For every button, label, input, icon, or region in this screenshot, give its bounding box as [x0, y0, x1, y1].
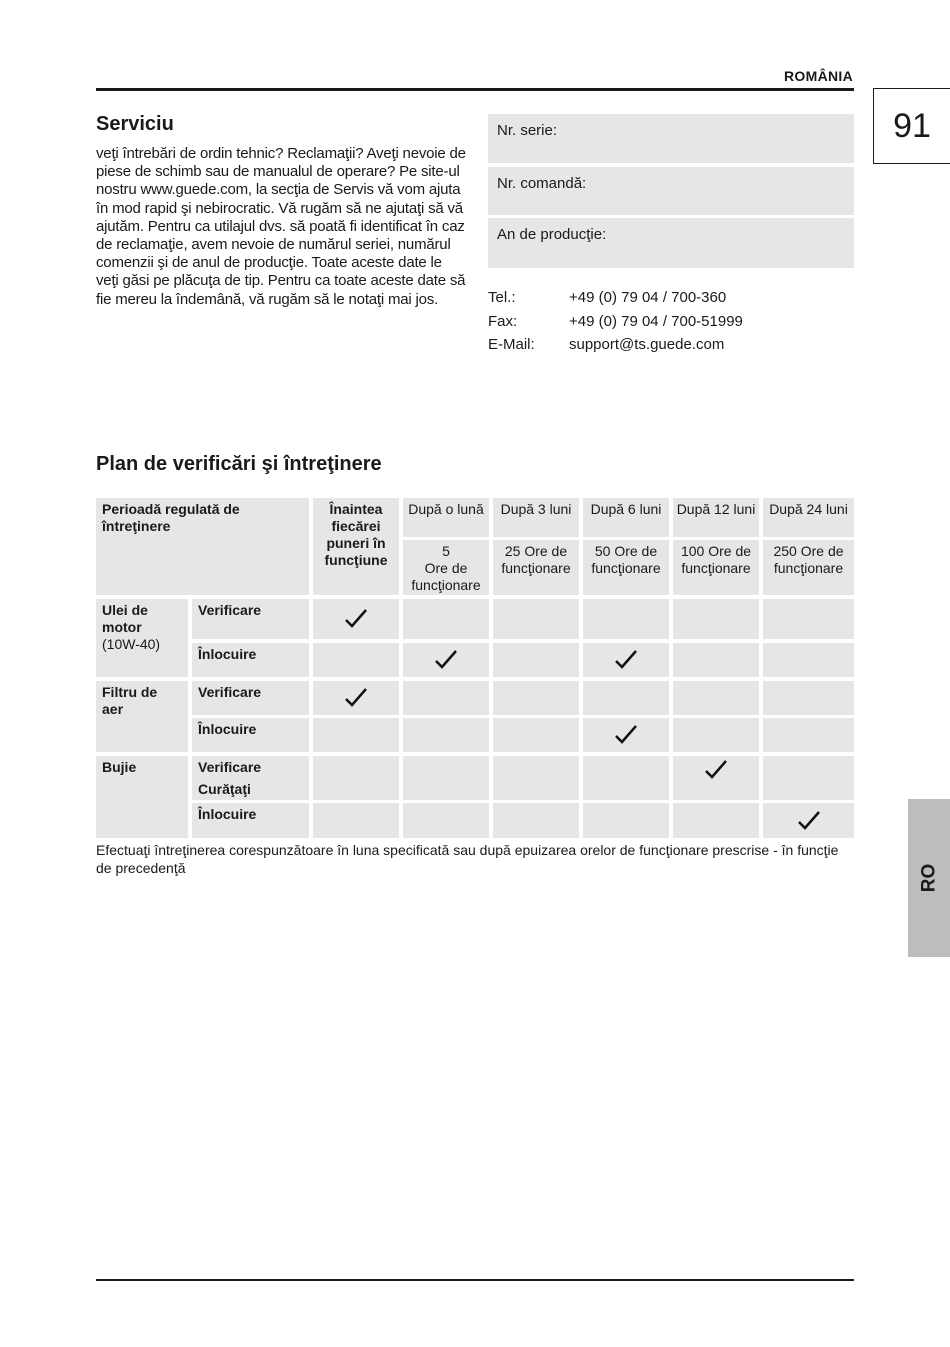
order-number-field: Nr. comandă: [488, 167, 854, 215]
cell-empty [493, 643, 579, 677]
cell-empty [403, 756, 489, 800]
action-oil-check: Verificare [192, 599, 309, 639]
contact-list [488, 289, 743, 360]
checkmark-icon [797, 810, 821, 832]
cell-empty [493, 718, 579, 752]
contact-row-fax [488, 313, 743, 337]
cell-empty [763, 599, 854, 639]
contact-value: +49 (0) 79 04 / 700-51999 [569, 312, 743, 330]
hours-5: 5 Ore de funcţionare [403, 540, 489, 595]
cell-empty [313, 756, 399, 800]
cell-empty [313, 718, 399, 752]
cell-empty [583, 681, 669, 715]
group-engine-oil [96, 599, 188, 677]
hours-100: 100 Ore de funcţionare [673, 540, 759, 595]
action-plug-check: Verificare [198, 759, 262, 775]
maintenance-table [96, 498, 854, 838]
cell-filter-replace-6-months [583, 718, 669, 752]
contact-row-phone [488, 289, 743, 313]
hours-25: 25 Ore de funcţionare [493, 540, 579, 595]
cell-empty [673, 718, 759, 752]
bottom-divider [96, 1279, 854, 1281]
cell-empty [493, 803, 579, 838]
group-sub: (10W-40) [102, 636, 161, 652]
page-number: 91 [873, 88, 950, 164]
contact-label: Fax: [488, 312, 518, 330]
cell-empty [673, 599, 759, 639]
group-spark-plug: Bujie [96, 756, 188, 838]
cell-empty [763, 643, 854, 677]
language-side-tab [908, 799, 950, 957]
cell-plug-replace-24-months [763, 803, 854, 838]
cell-empty [403, 718, 489, 752]
hours-50: 50 Ore de funcţionare [583, 540, 669, 595]
cell-empty [763, 756, 854, 800]
action-plug-replace: Înlocuire [192, 803, 309, 838]
period-6-months: După 6 luni [583, 498, 669, 537]
language-header: ROMÂNIA [784, 68, 853, 84]
action-filter-replace: Înlocuire [192, 718, 309, 752]
cell-empty [583, 599, 669, 639]
cell-empty [673, 803, 759, 838]
service-title: Serviciu [96, 113, 174, 135]
cell-plug-check-12-months [673, 756, 759, 800]
contact-value: +49 (0) 79 04 / 700-360 [569, 289, 727, 306]
contact-label: Tel.: [488, 289, 516, 306]
checkmark-icon [614, 649, 638, 671]
plan-title: Plan de verificări şi întreţinere [96, 453, 382, 475]
service-text: veţi întrebări de ordin tehnic? Reclamaţii? Aveţi nevoie de piese de schimb sau de manualul de operare? Pe site-ul nostru www.guede.com, la secţia de Servis vă vom ajuta în mod rapid şi nebirocratic. Vă rugăm să ne ajutaţi să vă ajutăm. Pentru ca utilajul dvs. să poată fi identificat în caz de reclamaţie, avem nevoie de numărul seriei, numărul comenzii şi de anul de producţie. Toate aceste date le veţi găsi pe plăcuţa de tip. Pentru ca toate aceste date să fie mereu la îndemână, vă rugăm să le notaţi mai jos. [96, 145, 466, 308]
cell-oil-replace-1-month [403, 643, 489, 677]
checkmark-icon [344, 687, 368, 709]
cell-empty [583, 756, 669, 800]
cell-empty [493, 599, 579, 639]
group-name: Ulei de motor [102, 602, 148, 635]
action-plug-clean: Curăţaţi [198, 781, 251, 797]
hours-250: 250 Ore de funcţionare [763, 540, 854, 595]
contact-row-email [488, 336, 743, 360]
checkmark-icon [704, 759, 728, 781]
action-filter-check: Verificare [192, 681, 309, 715]
action-oil-replace: Înlocuire [192, 643, 309, 677]
checkmark-icon [344, 608, 368, 630]
period-12-months: După 12 luni [673, 498, 759, 537]
cell-empty [403, 599, 489, 639]
cell-empty [583, 803, 669, 838]
period-header: Perioadă regulată de întreţinere [96, 498, 309, 595]
cell-oil-check-before [313, 599, 399, 639]
contact-value: support@ts.guede.com [569, 336, 725, 353]
cell-empty [763, 718, 854, 752]
cell-oil-replace-6-months [583, 643, 669, 677]
cell-empty [403, 681, 489, 715]
table-footnote: Efectuaţi întreţinerea corespunzătoare în luna specificată sau după epuizarea orelor de funcţionare prescrise - în funcţie de precedenţă [96, 842, 839, 876]
checkmark-icon [434, 649, 458, 671]
period-24-months: După 24 luni [763, 498, 854, 537]
production-year-field: An de producţie: [488, 218, 854, 268]
cell-empty [313, 803, 399, 838]
contact-label: E-Mail: [488, 336, 535, 353]
cell-empty [403, 803, 489, 838]
cell-empty [313, 643, 399, 677]
side-tab-label: RO [918, 863, 939, 893]
top-divider [96, 88, 854, 91]
serial-number-field: Nr. serie: [488, 114, 854, 163]
group-air-filter: Filtru de aer [96, 681, 188, 752]
cell-empty [763, 681, 854, 715]
action-plug-check-clean [192, 756, 309, 800]
cell-filter-check-before [313, 681, 399, 715]
checkmark-icon [614, 724, 638, 746]
cell-empty [673, 643, 759, 677]
cell-empty [493, 756, 579, 800]
cell-empty [493, 681, 579, 715]
period-3-months: După 3 luni [493, 498, 579, 537]
cell-empty [673, 681, 759, 715]
before-use-header: Înaintea fiecărei puneri în funcţiune [313, 498, 399, 595]
period-1-month: După o lună [403, 498, 489, 537]
